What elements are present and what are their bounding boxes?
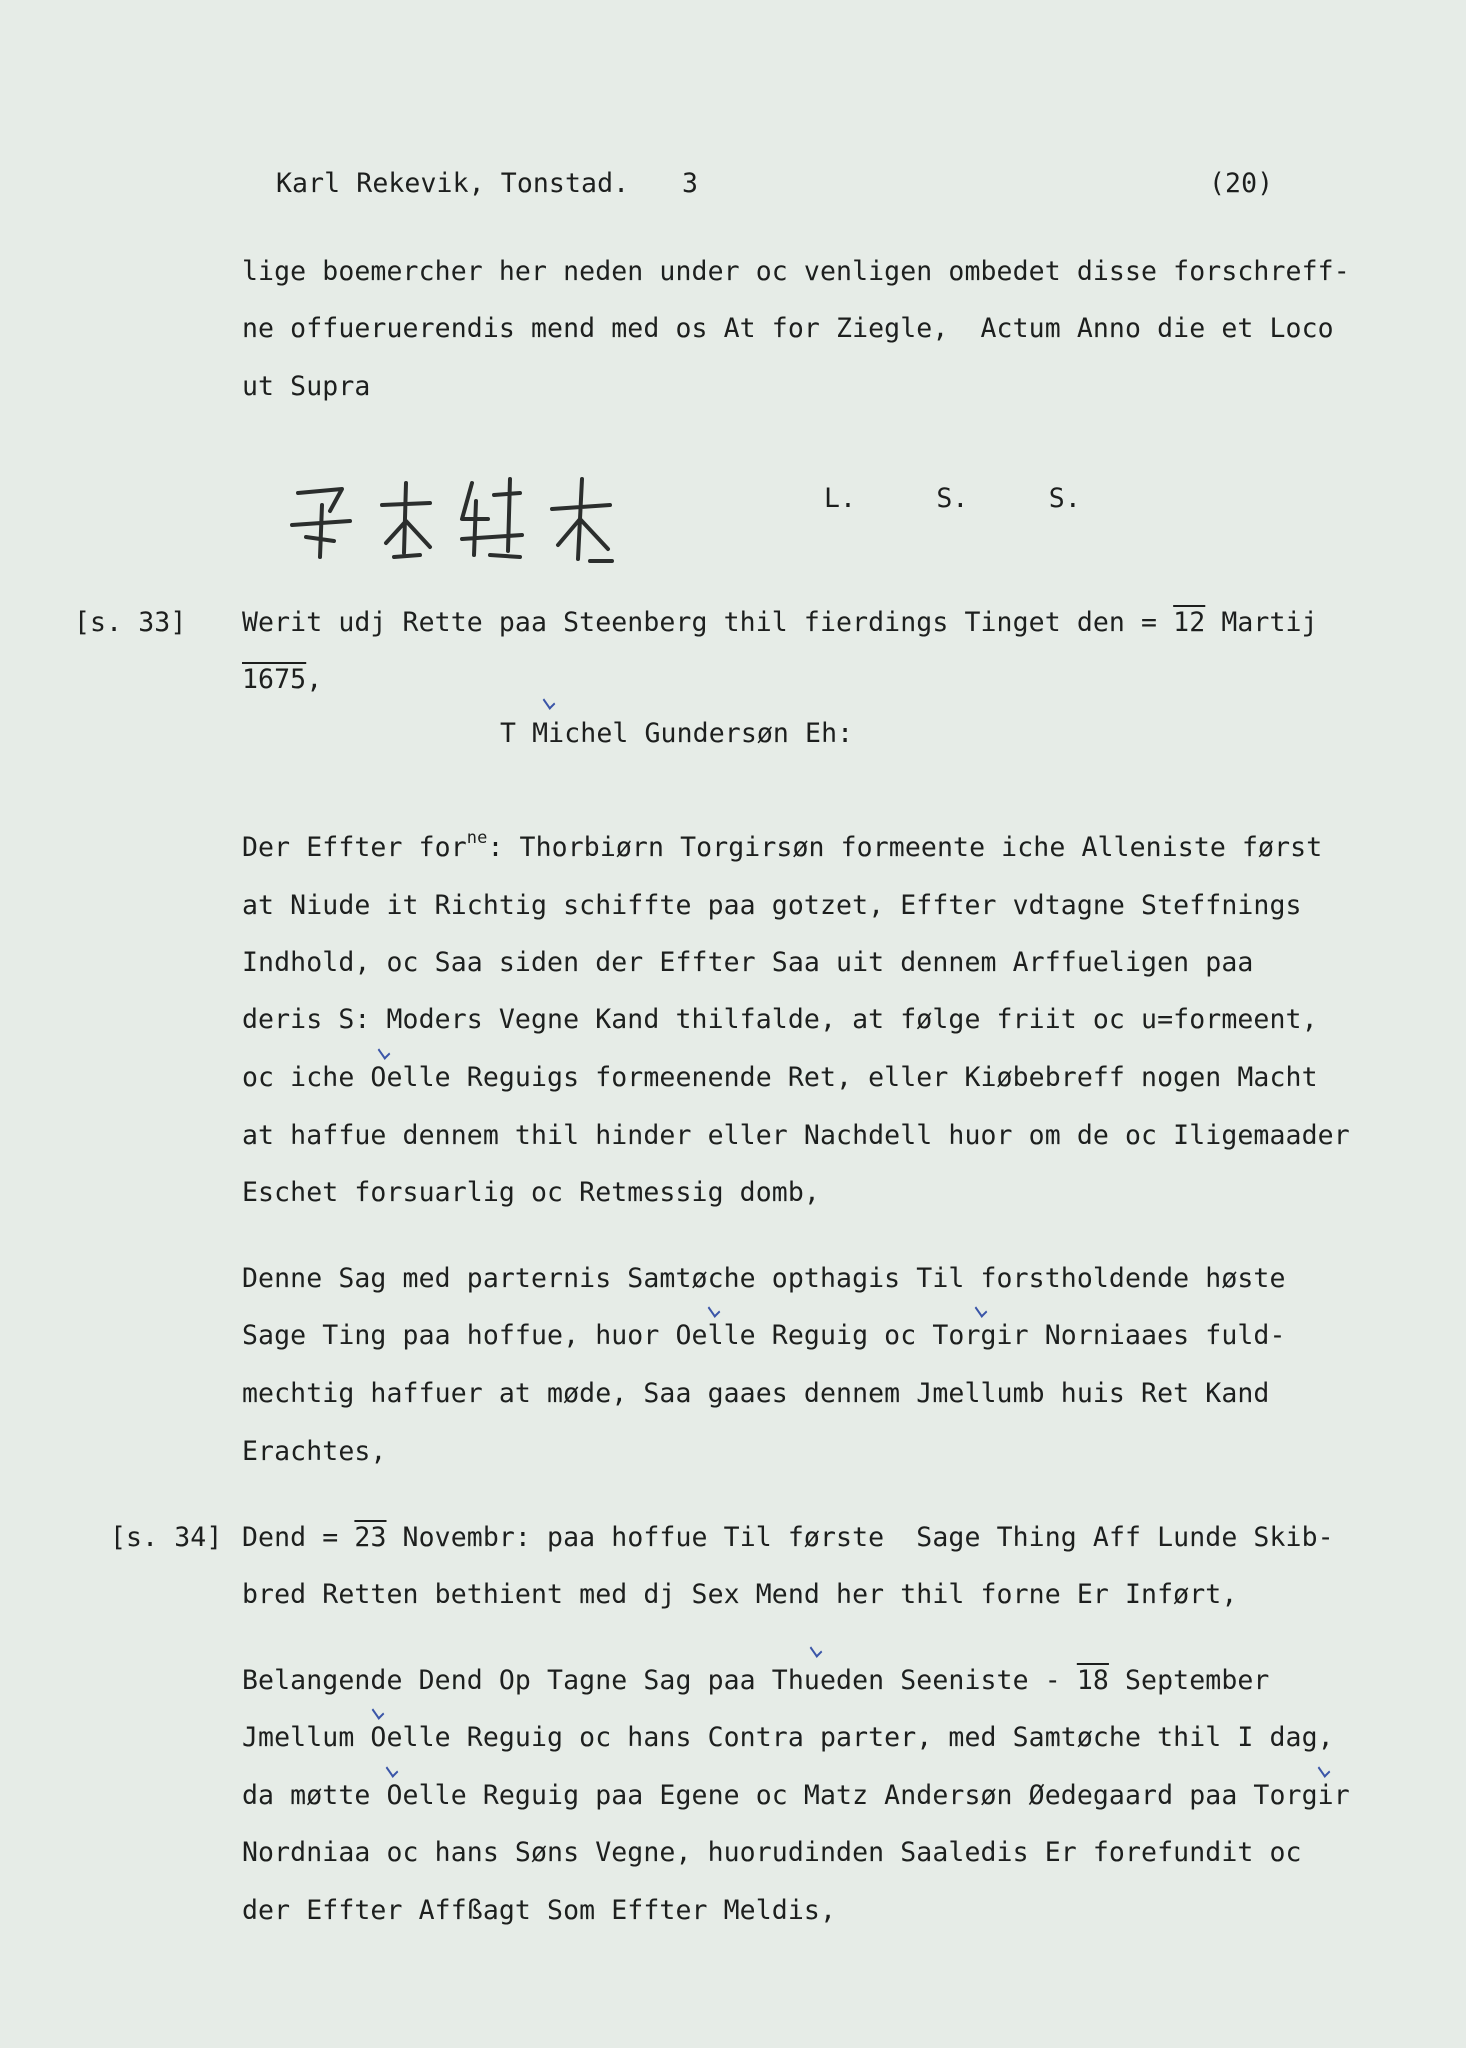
entry2-line-1 <box>242 1522 1334 1554</box>
entry1-line-1 <box>242 607 1318 639</box>
para1-line-2: at Niude it Richtig schiffte paa gotzet, Effter vdtagne Steffnings <box>242 890 1302 921</box>
para3-day: 18 <box>1076 1665 1109 1696</box>
para2-line-1: Denne Sag med parternis Samtøche opthagis Til forstholdende høste <box>242 1263 1286 1294</box>
entry1-year-suffix: , <box>306 664 323 695</box>
para1-line-5: oc iche Oelle Reguigs formeenende Ret, eller Kiøbebreff nogen Macht <box>242 1062 1318 1093</box>
para3-line-3: da møtte Oelle Reguig paa Egene oc Matz Andersøn Øedegaard paa Torgir <box>242 1780 1350 1811</box>
entry2-day: 23 <box>354 1522 387 1553</box>
entry1-year-line <box>242 664 322 696</box>
annotation-tick-mark <box>378 1044 391 1060</box>
page-ref-s34: [s. 34] <box>110 1522 223 1553</box>
para2-line-2: Sage Ting paa hoffue, huor Oelle Reguig oc Torgir Norniaaes fuld- <box>242 1320 1286 1351</box>
para1-rest: : Thorbiørn Torgirsøn formeente iche Alleniste først <box>487 832 1323 863</box>
para3-line-1-text: Belangende Dend Op Tagne Sag paa Thueden Seeniste - <box>242 1665 1077 1696</box>
para1-line-3: Indhold, oc Saa siden der Effter Saa uit dennem Arffueligen paa <box>242 947 1254 978</box>
intro-line-1: lige boemercher her neden under oc venligen ombedet disse forschreff- <box>242 256 1350 287</box>
entry1-line-1-text: Werit udj Rette paa Steenberg thil fierdings Tinget den = <box>242 607 1174 638</box>
intro-line-2: ne offueruerendis mend med os At for Ziegle, Actum Anno die et Loco <box>242 313 1334 344</box>
handwritten-signature-marks <box>290 465 670 575</box>
entry2-line-1-text: Dend = <box>242 1522 355 1553</box>
para1-line-7: Eschet forsuarlig oc Retmessig domb, <box>242 1177 820 1208</box>
para2-line-4: Erachtes, <box>242 1436 387 1467</box>
annotation-tick-mark <box>810 1642 823 1658</box>
para2-line-3: mechtig haffuer at møde, Saa gaaes dennem Jmellumb huis Ret Kand <box>242 1378 1270 1409</box>
annotation-tick-mark <box>975 1302 988 1318</box>
header-folio: (20) <box>1209 168 1274 199</box>
entry1-year: 1675 <box>242 664 307 695</box>
para3-line-2: Jmellum Oelle Reguig oc hans Contra parter, med Samtøche thil I dag, <box>242 1722 1334 1753</box>
entry1-month: Martij <box>1205 607 1318 638</box>
annotation-tick-mark <box>543 694 556 710</box>
entry2-line-1-rest: Novembr: paa hoffue Til første Sage Thing Aff Lunde Skib- <box>386 1522 1334 1553</box>
intro-line-3: ut Supra <box>242 371 371 402</box>
para3-line-1 <box>242 1665 1269 1697</box>
entry2-line-2: bred Retten bethient med dj Sex Mend her thil forne Er Inført, <box>242 1579 1238 1610</box>
entry1-day: 12 <box>1173 607 1206 638</box>
para3-line-4: Nordniaa oc hans Søns Vegne, huorudinden Saaledis Er forefundit oc <box>242 1837 1302 1868</box>
para1-superscript: ne <box>466 828 488 848</box>
para1-line-1 <box>242 828 1323 867</box>
annotation-tick-mark <box>708 1302 721 1318</box>
annotation-tick-mark <box>1318 1762 1331 1778</box>
page-ref-s33: [s. 33] <box>74 607 187 638</box>
para3-month: September <box>1108 1665 1270 1696</box>
para3-line-5: der Effter Affßagt Som Effter Meldis, <box>242 1895 837 1926</box>
header-page-number: 3 <box>682 168 699 199</box>
header-author: Karl Rekevik, Tonstad. <box>276 168 630 199</box>
case-title: T Michel Gundersøn Eh: <box>500 718 854 749</box>
seal-mark-text: L. S. S. <box>824 483 1081 514</box>
para1-line-6: at haffue dennem thil hinder eller Nachdell huor om de oc Iligemaader <box>242 1120 1350 1151</box>
para1-line-4: deris S: Moders Vegne Kand thilfalde, at følge friit oc u=formeent, <box>242 1004 1318 1035</box>
annotation-tick-mark <box>386 1762 399 1778</box>
annotation-tick-mark <box>372 1704 385 1720</box>
para1-start: Der Effter for <box>242 832 467 863</box>
